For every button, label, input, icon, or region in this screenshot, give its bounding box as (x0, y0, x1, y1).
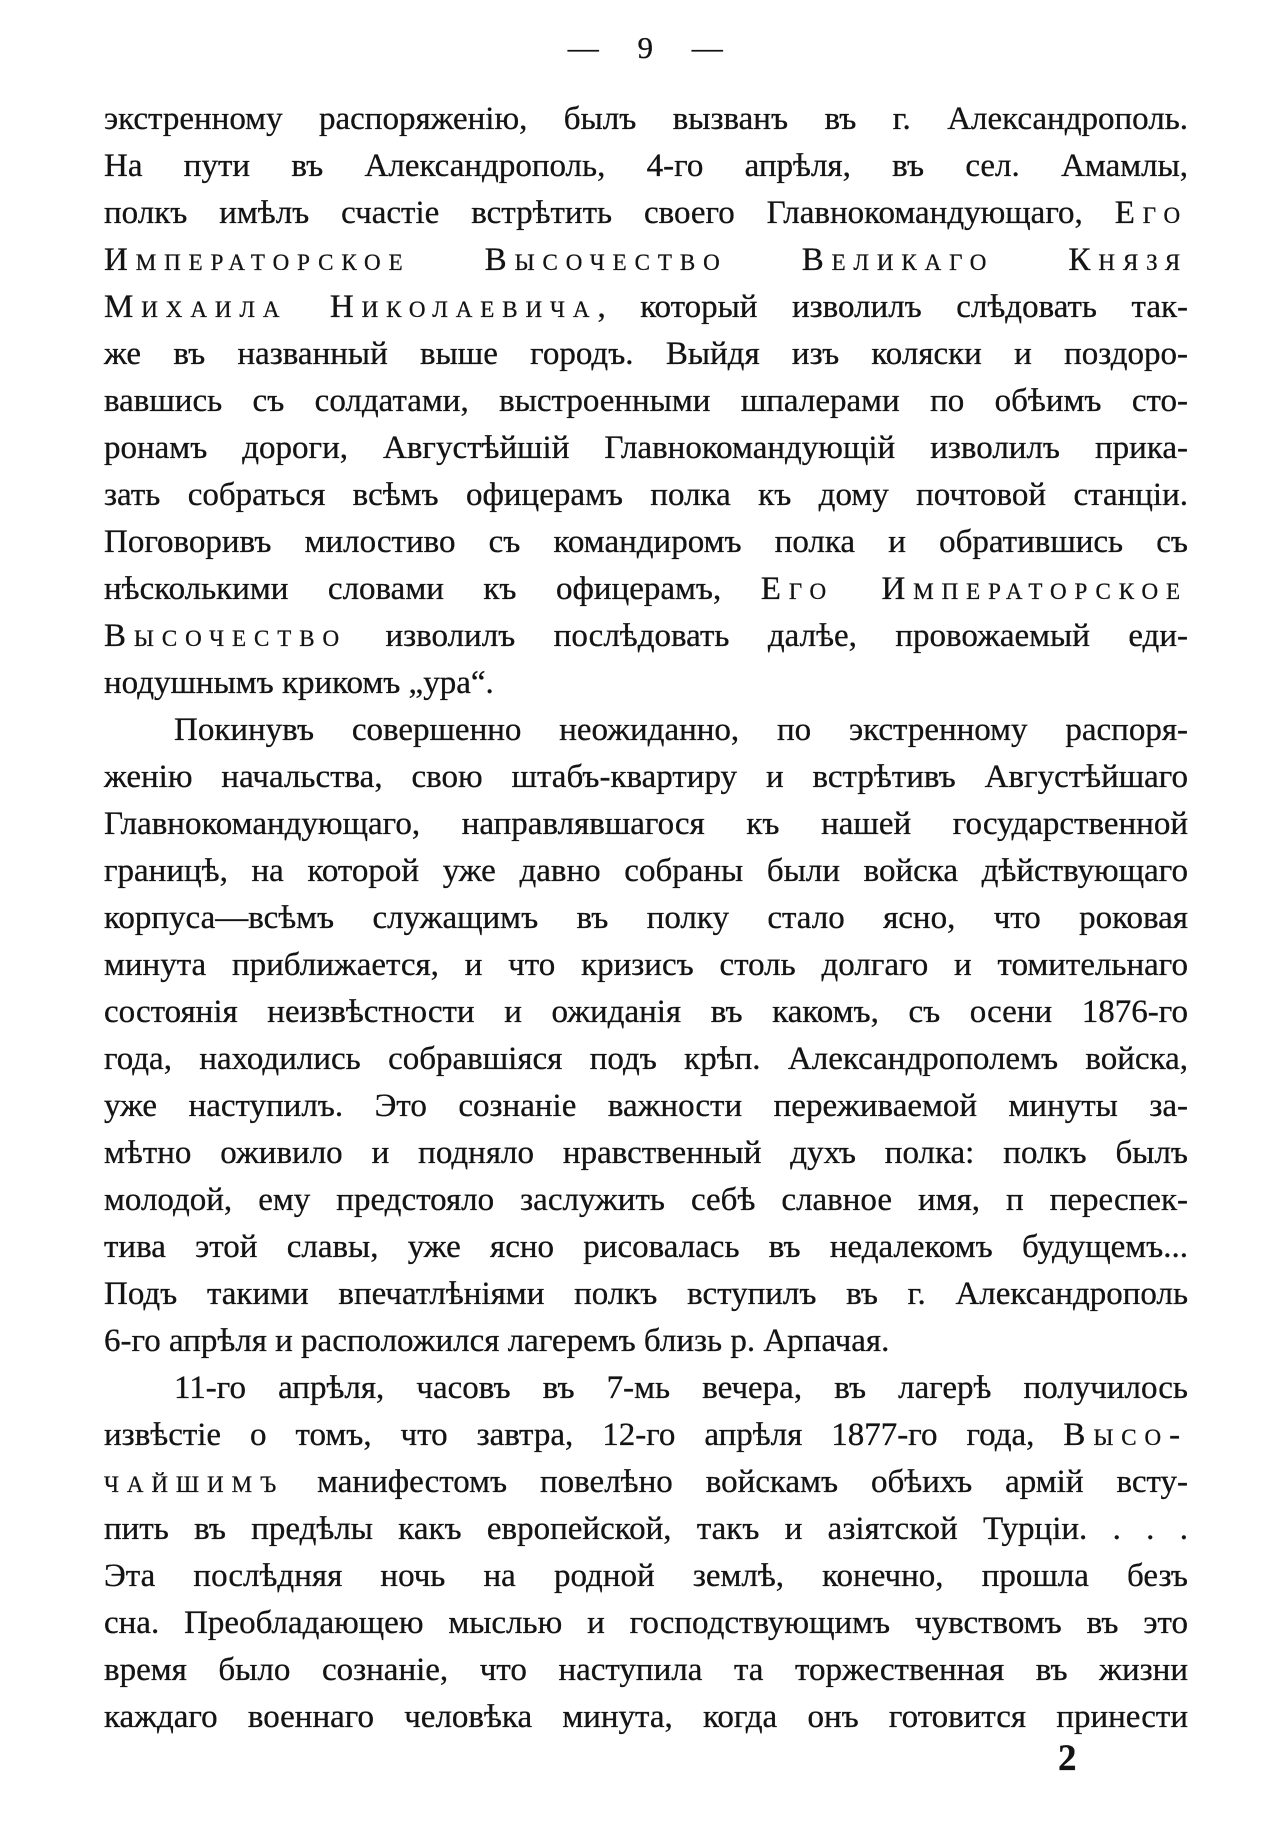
text-segment: границѣ, на которой уже давно собраны были войска дѣйствующаго (104, 853, 1188, 889)
text-line (104, 1224, 1188, 1271)
text-line (104, 1318, 1188, 1365)
text-segment: ронамъ дороги, Августѣйшій Главнокомандующій изволилъ прика- (104, 430, 1188, 466)
text-line (104, 1036, 1188, 1083)
text-segment: 6-го апрѣля и расположился лагеремъ близь р. Арпачая. (104, 1323, 890, 1359)
text-line (104, 895, 1188, 942)
text-segment: пить въ предѣлы какъ европейской, такъ и азіятской Турціи. . . . (104, 1511, 1188, 1547)
spaced-caps-text: Высо- (1063, 1417, 1188, 1453)
text-segment: тива этой славы, уже ясно рисовалась въ недалекомъ будущемъ... (104, 1229, 1188, 1265)
text-line (104, 1177, 1188, 1224)
text-segment: Эта послѣдняя ночь на родной землѣ, конечно, прошла безъ (104, 1558, 1188, 1594)
text-segment: изволилъ послѣдовать далѣе, провожаемый еди- (346, 618, 1188, 654)
text-line (104, 1130, 1188, 1177)
text-segment: 11-го апрѣля, часовъ въ 7-мь вечера, въ лагерѣ получилось (174, 1370, 1188, 1406)
text-segment: молодой, ему предстояло заслужить себѣ славное имя, п переспек- (104, 1182, 1188, 1218)
text-line (104, 613, 1188, 660)
text-line (104, 519, 1188, 566)
text-segment: года, находились собравшіяся подъ крѣп. Александрополемъ войска, (104, 1041, 1188, 1077)
text-segment: нодушнымъ крикомъ „ура“. (104, 665, 494, 701)
text-line (104, 1083, 1188, 1130)
text-line (104, 1365, 1188, 1412)
text-line (104, 754, 1188, 801)
text-line (104, 801, 1188, 848)
page-number: — 9 — (567, 30, 725, 65)
text-segment: время было сознаніе, что наступила та торжественная въ жизни (104, 1652, 1188, 1688)
text-line (104, 425, 1188, 472)
text-segment: манифестомъ повелѣно войскамъ обѣихъ армій всту- (284, 1464, 1188, 1500)
text-segment: Подъ такими впечатлѣніями полкъ вступилъ въ г. Александрополь (104, 1276, 1188, 1312)
text-line (104, 331, 1188, 378)
text-line (104, 1553, 1188, 1600)
text-line (104, 190, 1188, 237)
text-line (104, 848, 1188, 895)
text-segment: полкъ имѣлъ счастіе встрѣтить своего Главнокомандующаго, (104, 195, 1115, 231)
text-line (104, 1694, 1188, 1741)
spaced-caps-text: Михаила Николаевича (104, 289, 598, 325)
spaced-caps-text: Его (1114, 195, 1188, 231)
text-line (104, 1647, 1188, 1694)
text-line (104, 96, 1188, 143)
text-line (104, 1271, 1188, 1318)
text-segment: зать собраться всѣмъ офицерамъ полка къ дому почтовой станціи. (104, 477, 1188, 513)
text-segment: На пути въ Александрополь, 4-го апрѣля, въ сел. Амамлы, (104, 148, 1188, 184)
spaced-caps-text: Императорское Высочество Великаго Князя (104, 242, 1188, 278)
text-segment: Главнокомандующаго, направлявшагося къ нашей государственной (104, 806, 1188, 842)
text-line (104, 1459, 1188, 1506)
text-segment: же въ названный выше городъ. Выйдя изъ коляски и поздоро- (104, 336, 1188, 372)
text-segment: извѣстіе о томъ, что завтра, 12-го апрѣля 1877-го года, (104, 1417, 1064, 1453)
text-line (104, 989, 1188, 1036)
signature-mark: 2 (1058, 1738, 1077, 1779)
text-line (104, 143, 1188, 190)
text-segment: состоянія неизвѣстности и ожиданія въ какомъ, съ осени 1876-го (104, 994, 1188, 1030)
spaced-caps-text: Высочество (104, 618, 347, 654)
text-segment: нѣсколькими словами къ офицерамъ, (104, 571, 761, 607)
text-segment: Покинувъ совершенно неожиданно, по экстренному распоря- (174, 712, 1188, 748)
text-line (104, 660, 1188, 707)
text-line (104, 566, 1188, 613)
spaced-caps-text: чайшимъ (104, 1464, 285, 1500)
text-segment: экстренному распоряженію, былъ вызванъ въ г. Александрополь. (104, 101, 1188, 137)
text-line (104, 284, 1188, 331)
text-segment: минута приближается, и что кризисъ столь долгаго и томительнаго (104, 947, 1188, 983)
text-line (104, 1412, 1188, 1459)
text-line (104, 1600, 1188, 1647)
text-line (104, 707, 1188, 754)
text-segment: каждаго военнаго человѣка минута, когда онъ готовится принести (104, 1699, 1188, 1735)
text-segment: , который изволилъ слѣдовать так- (597, 289, 1188, 325)
text-segment: вавшись съ солдатами, выстроенными шпалерами по обѣимъ сто- (104, 383, 1188, 419)
text-block (104, 96, 1188, 1741)
text-segment: сна. Преобладающею мыслью и господствующимъ чувствомъ въ это (104, 1605, 1188, 1641)
text-line (104, 237, 1188, 284)
text-segment: Поговоривъ милостиво съ командиромъ полка и обратившись съ (104, 524, 1188, 560)
text-segment: женію начальства, свою штабъ-квартиру и встрѣтивъ Августѣйшаго (104, 759, 1188, 795)
text-segment: мѣтно оживило и подняло нравственный духъ полка: полкъ былъ (104, 1135, 1188, 1171)
text-line (104, 942, 1188, 989)
text-line (104, 472, 1188, 519)
text-line (104, 378, 1188, 425)
spaced-caps-text: Его Императорское (760, 571, 1188, 607)
text-line (104, 1506, 1188, 1553)
text-segment: корпуса—всѣмъ служащимъ въ полку стало ясно, что роковая (104, 900, 1188, 936)
text-segment: уже наступилъ. Это сознаніе важности переживаемой минуты за- (104, 1088, 1188, 1124)
